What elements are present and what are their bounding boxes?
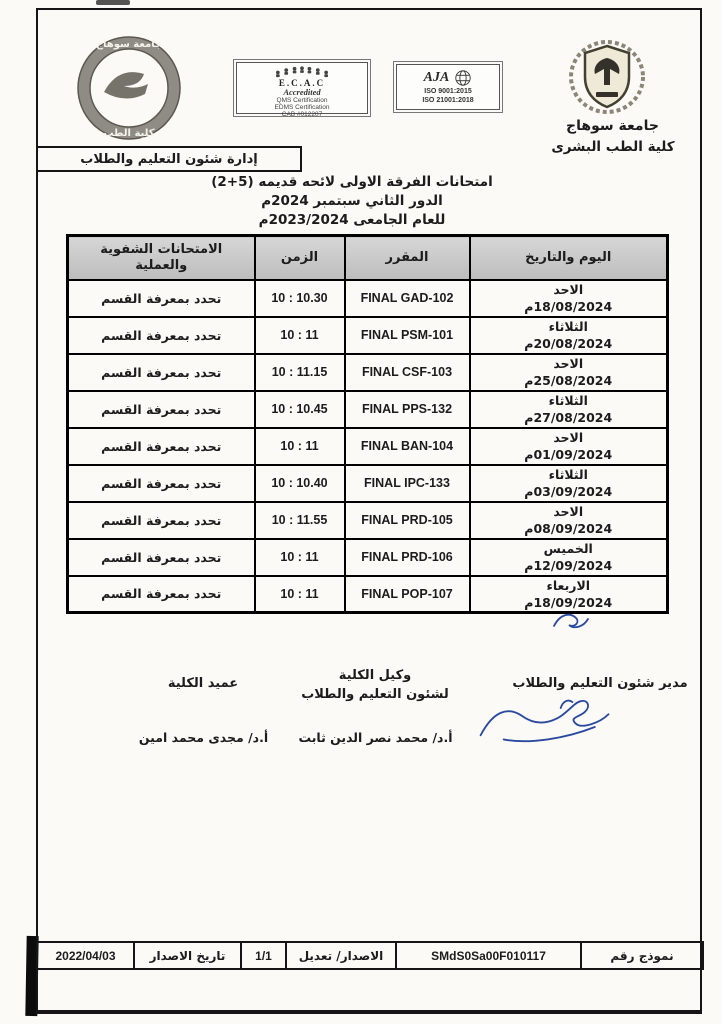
faculty-seal-icon [56, 36, 202, 142]
date-value: 12/09/2024م [524, 558, 613, 573]
date-value: 27/08/2024م [524, 410, 613, 425]
day-name: الثلاثاء [548, 393, 588, 408]
ecac-sub-line: QMS Certification [276, 97, 328, 104]
table-row [68, 465, 668, 502]
form-number-label: نموذج رقم [581, 942, 703, 969]
department-label: إدارة شئون التعليم والطلاب [80, 151, 258, 167]
issue-date-value: 2022/04/03 [37, 942, 134, 969]
version-label: الاصدار/ تعديل [286, 942, 396, 969]
day-name: الاحد [553, 430, 584, 445]
dean-name: أ.د/ مجدى محمد امين [138, 730, 269, 745]
course-cell: FINAL PRD-106 [345, 539, 470, 576]
table-row [68, 280, 668, 317]
date-value: 25/08/2024م [524, 373, 613, 388]
aja-iso-line: ISO 9001:2015 [424, 88, 472, 95]
title-line-3: للعام الجامعى 2023/2024م [258, 212, 446, 228]
date-value: 18/09/2024م [524, 594, 613, 610]
day-name: الاحد [553, 356, 584, 371]
day-name: الاحد [553, 282, 584, 297]
time-cell: 10 : 11 [255, 539, 345, 576]
time-cell: 10 : 11.55 [255, 502, 345, 539]
issue-date-label: تاريخ الاصدار [134, 942, 241, 969]
scan-artifact [96, 0, 130, 5]
oral-cell: تحدد بمعرفة القسم [68, 354, 255, 391]
exam-schedule-table [66, 234, 669, 614]
title-line-1: امتحانات الفرقة الاولى لائحه قديمه (5+2) [211, 174, 493, 190]
col-header-day-date: اليوم والتاريخ [470, 236, 668, 280]
day-date-cell [470, 539, 668, 576]
oral-cell: تحدد بمعرفة القسم [68, 539, 255, 576]
course-cell: FINAL PPS-132 [345, 391, 470, 428]
day-date-cell [470, 576, 668, 613]
day-name: الثلاثاء [548, 467, 588, 482]
table-row [68, 317, 668, 354]
col-header-course: المقرر [345, 236, 470, 280]
table-row [68, 354, 668, 391]
day-date-cell [470, 354, 668, 391]
date-value: 20/08/2024م [524, 336, 613, 351]
course-cell: FINAL PSM-101 [345, 317, 470, 354]
day-date-cell [470, 465, 668, 502]
footer-form-table [36, 941, 704, 970]
people-arc-icon [264, 65, 340, 78]
director-signature-icon [467, 680, 623, 759]
globe-icon [454, 69, 472, 87]
version-value: 1/1 [241, 942, 286, 969]
time-cell: 10 : 10.40 [255, 465, 345, 502]
university-name: جامعة سوهاج [566, 118, 659, 134]
time-cell: 10 : 10.45 [255, 391, 345, 428]
course-cell: FINAL PRD-105 [345, 502, 470, 539]
course-cell: FINAL POP-107 [345, 576, 470, 613]
ecac-name: E.C.A.C [278, 78, 326, 88]
date-value: 08/09/2024م [524, 521, 613, 536]
oral-cell: تحدد بمعرفة القسم [68, 317, 255, 354]
table-row [68, 539, 668, 576]
day-name: الخميس [543, 541, 593, 556]
dean-title: عميد الكلية [167, 676, 239, 691]
table-header-row [68, 236, 668, 280]
time-cell: 10 : 11 [255, 317, 345, 354]
day-date-cell [470, 280, 668, 317]
day-name: الاربعاء [546, 577, 591, 593]
ecac-accreditation-logo [236, 62, 368, 118]
oral-cell: تحدد بمعرفة القسم [68, 280, 255, 317]
faculty-name: كلية الطب البشرى [551, 139, 675, 155]
time-cell: 10 : 11 [255, 428, 345, 465]
vice-dean-title-line-1: وكيل الكلية [338, 668, 412, 683]
day-date-cell [470, 502, 668, 539]
day-date-cell [470, 391, 668, 428]
oral-cell: تحدد بمعرفة القسم [68, 391, 255, 428]
oral-cell: تحدد بمعرفة القسم [68, 428, 255, 465]
table-row [68, 428, 668, 465]
time-cell: 10 : 11.15 [255, 354, 345, 391]
vice-dean-name: أ.د/ محمد نصر الدين ثابت [298, 730, 453, 745]
university-emblem-icon [568, 40, 646, 114]
oral-cell: تحدد بمعرفة القسم [68, 502, 255, 539]
vice-dean-title-line-2: لشئون التعليم والطلاب [301, 687, 449, 702]
day-date-cell [470, 428, 668, 465]
aja-iso-line: ISO 21001:2018 [422, 96, 474, 104]
oral-cell: تحدد بمعرفة القسم [68, 465, 255, 502]
department-label-box [36, 146, 302, 172]
day-name: الثلاثاء [548, 319, 588, 334]
seal-top-text: جامعة سوهاج [95, 39, 163, 50]
table-row [68, 576, 668, 613]
director-title: مدير شئون التعليم والطلاب [512, 676, 688, 691]
seal-bottom-text: كلية الطب [103, 128, 155, 139]
exam-title [38, 173, 666, 230]
course-cell: FINAL GAD-102 [345, 280, 470, 317]
table-row [68, 502, 668, 539]
document-frame [36, 8, 702, 1014]
course-cell: FINAL BAN-104 [345, 428, 470, 465]
col-header-time: الزمن [255, 236, 345, 280]
date-value: 18/08/2024م [524, 299, 613, 314]
table-row [68, 391, 668, 428]
time-cell: 10 : 10.30 [255, 280, 345, 317]
ecac-sub-line: EDMS Certification [274, 104, 330, 111]
aja-name: AJA [423, 70, 450, 85]
course-cell: FINAL IPC-133 [345, 465, 470, 502]
vice-dean-title [290, 666, 460, 704]
ecac-accredited-label: Accredited [283, 87, 321, 97]
ecac-sub-line: CAB #012207 [281, 111, 323, 118]
time-cell: 10 : 11 [255, 576, 345, 613]
oral-cell: تحدد بمعرفة القسم [68, 576, 255, 613]
day-date-cell [470, 317, 668, 354]
footer-row [37, 942, 703, 969]
form-number-value: SMdS0Sa00F010117 [396, 942, 581, 969]
col-header-oral-practical: الامتحانات الشفوية والعملية [68, 236, 255, 280]
title-line-2: الدور الثاني سبتمبر 2024م [261, 193, 443, 209]
date-value: 03/09/2024م [524, 484, 613, 499]
day-name: الاحد [553, 504, 584, 519]
approval-mark-icon [550, 608, 592, 634]
date-value: 01/09/2024م [524, 447, 613, 462]
course-cell: FINAL CSF-103 [345, 354, 470, 391]
aja-iso-logo [396, 64, 500, 110]
